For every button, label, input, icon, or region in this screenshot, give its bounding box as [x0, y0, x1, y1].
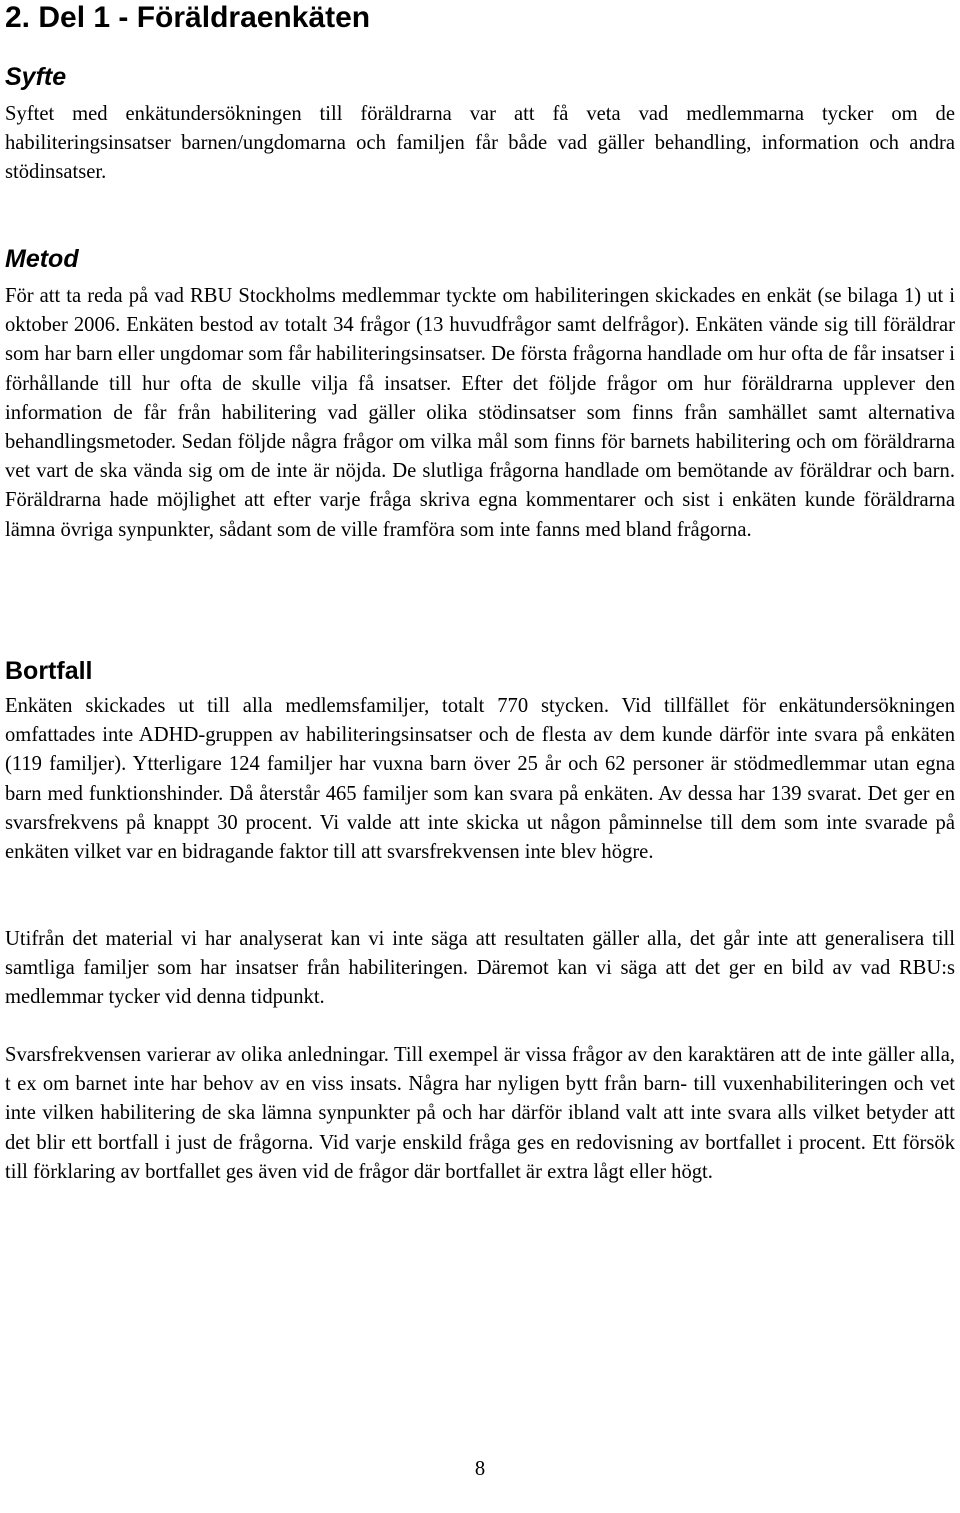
section-heading-syfte: Syfte	[5, 63, 67, 91]
paragraph-metod: För att ta reda på vad RBU Stockholms medlemmar tyckte om habiliteringen skickades en enkät (se bilaga 1) ut i oktober 2006. Enkäten bestod av totalt 34 frågor (13 huvudfrågor samt delfrågor). Enkäten vände sig till föräldrar som har barn eller ungdomar som får habiliteringsinsatser. De första frågorna handlade om hur ofta de får insatser i förhållande till hur ofta de skulle vilja få insatser. Efter det följde frågor om hur föräldrarna upplever den information de får från habilitering vad gäller olika stödinsatser som finns från samhället samt alternativa behandlingsmetoder. Sedan följde några frågor om vilka mål som finns för barnets habilitering och om föräldrarna vet vart de ska vända sig om de inte är nöjda. De slutliga frågorna handlade om bemötande av föräldrar och barn. Föräldrarna hade möjlighet att efter varje fråga skriva egna kommentarer och sist i enkäten kunde föräldrarna lämna övriga synpunkter, sådant som de ville framföra som inte fanns med bland frågorna.	[5, 285, 955, 541]
section-heading-metod: Metod	[5, 245, 79, 273]
document-page	[5, 0, 955, 1513]
paragraph-syfte: Syftet med enkätundersökningen till föräldrarna var att få veta vad medlemmarna tycker om de habiliteringsinsatser barnen/ungdomarna och familjen får både vad gäller behandling, information och andra stödinsatser.	[5, 103, 955, 184]
paragraph-bortfall-3: Svarsfrekvensen varierar av olika anledningar. Till exempel är vissa frågor av den karaktären att de inte gäller alla, t ex om barnet inte har behov av en viss insats. Några har nyligen bytt från barn- till vuxenhabiliteringen och vet inte vilken habilitering de ska lämna synpunkter på och har därför ibland valt att inte svara alls vilket betyder att det blir ett bortfall i just de frågorna. Vid varje enskild fråga ges en redovisning av bortfallet i procent. Ett försök till förklaring av bortfallet ges även vid de frågor där bortfallet är extra lågt eller högt.	[5, 1044, 955, 1183]
paragraph-bortfall-1: Enkäten skickades ut till alla medlemsfamiljer, totalt 770 stycken. Vid tillfället för enkätundersökningen omfattades inte ADHD-gruppen av habiliteringsinsatser och de flesta av dem kunde därför inte svara på enkäten (119 familjer). Ytterligare 124 familjer har vuxna barn över 25 år och 62 personer är stödmedlemmar utan egna barn med funktionshinder. Då återstår 465 familjer som kan svara på enkäten. Av dessa har 139 svarat. Det ger en svarsfrekvens på knappt 30 procent. Vi valde att inte skicka ut någon påminnelse till dem som inte svarade på enkäten vilket var en bidragande faktor till att svarsfrekvensen inte blev högre.	[5, 695, 955, 864]
chapter-title: 2. Del 1 - Föräldraenkäten	[5, 1, 371, 34]
page-number: 8	[474, 1458, 486, 1480]
section-heading-bortfall: Bortfall	[5, 657, 93, 685]
paragraph-bortfall-2: Utifrån det material vi har analyserat kan vi inte säga att resultaten gäller alla, det går inte att generalisera till samtliga familjer som har insatser från habiliteringen. Däremot kan vi säga att det ger en bild av vad RBU:s medlemmar tycker vid denna tidpunkt.	[5, 928, 955, 1009]
